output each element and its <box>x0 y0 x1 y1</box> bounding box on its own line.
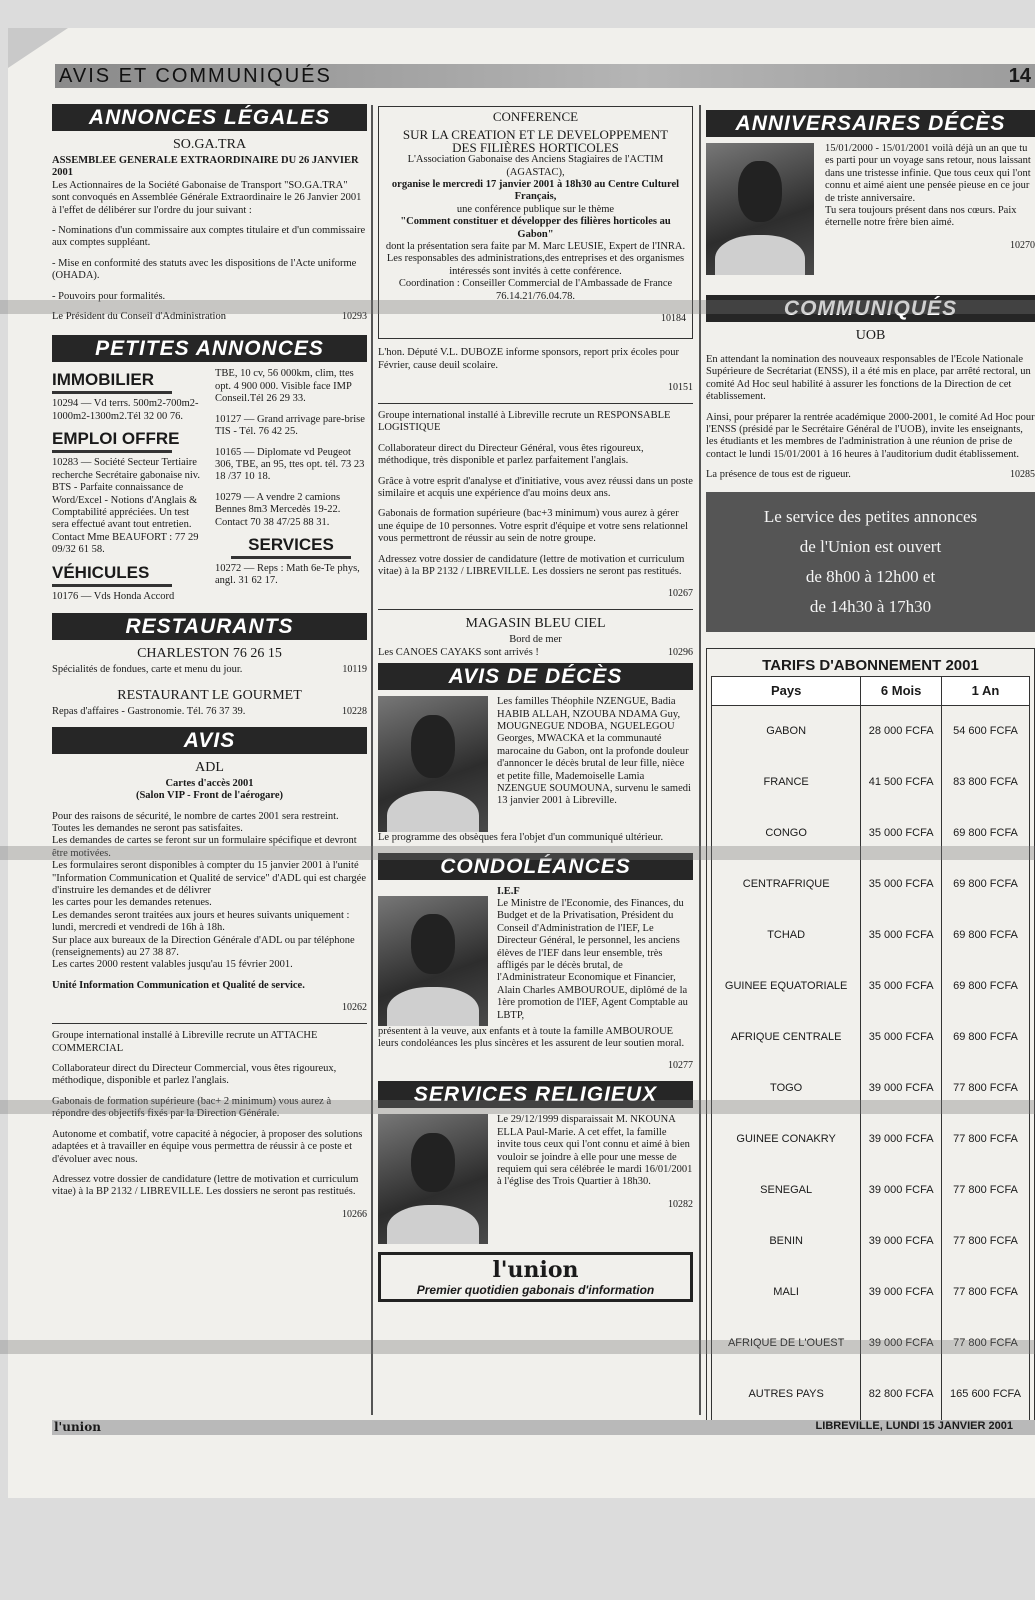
job-ad: Gabonais de formation supérieure (bac+ 2 minimum) vous aurez à répondre des objectifs fixés par la Direction Générale. <box>52 1095 332 1120</box>
tarif-row <box>712 705 1030 757</box>
deces-text: Les familles Théophile NZENGUE, Badia HABIB ALLAH, NZOUBA NDAMA Guy, MOUGNEGUE NDOBA, NGUELEGOU Georges, MWACKA et la communauté marocaine du Gabon, ont la profonde douleur d'annoncer le décès brutal de leur fille, nièce et petite fille, Mademoiselle Lamia NZENGUE SOUMOUNA, survenu le samedi 13 janvier 2001 à Libreville. <box>497 696 691 807</box>
avis-title: ADL <box>195 759 224 775</box>
anniv-text: 15/01/2000 - 15/01/2001 voilà déjà un an que tu es parti pour un voyage sans retour, nous laissant dans une tristesse infinie. Que tous ceux qui l'ont connu et aimé aient une pensée pieuse en ce jour de triste anniversaire. <box>825 143 1031 204</box>
tarif-price: 83 800 FCFA <box>942 757 1030 808</box>
page-footer <box>52 1420 1035 1435</box>
col-header: Pays <box>712 676 861 705</box>
ref-number: 10285 <box>1010 469 1035 481</box>
union-logo: l'union <box>492 1257 579 1284</box>
petites-annonces-notice <box>706 492 1035 632</box>
conf-line: DES FILIÈRES HORTICOLES <box>452 139 619 155</box>
legales-title: SO.GA.TRA <box>172 137 247 152</box>
job-ad: Groupe international installé à Libreville recrute un ATTACHE COMMERCIAL <box>52 1030 318 1054</box>
job-ad: Collaborateur direct du Directeur Général, vous êtes rigoureux, méthodique, très disponible et parlez parfaitement l'anglais. <box>378 442 644 467</box>
conf-line: L'Association Gabonaise des Anciens Stagiaires de l'ACTIM (AGASTAC), <box>407 154 664 178</box>
condoleances-heading: CONDOLÉANCES <box>378 853 693 880</box>
communiques-heading: COMMUNIQUÉS <box>706 295 1035 322</box>
classified-ad: 10272 — Reps : Math 6e-Te phys, angl. 31 62 17. <box>215 562 360 587</box>
avis-body: Les cartes 2000 restent valables jusqu'au 15 février 2001. <box>52 959 293 971</box>
tarif-row <box>712 1012 1030 1063</box>
ref-number: 10151 <box>668 381 693 393</box>
tarif-country: SENEGAL <box>712 1165 861 1216</box>
classified-ad: 10176 — Vds Honda Accord <box>52 590 175 602</box>
ref-number: 10119 <box>342 663 367 675</box>
tarif-country: TCHAD <box>712 910 861 961</box>
job-ad: Collaborateur direct du Directeur Commercial, vous êtes rigoureux, méthodique, disponible et parlez l'anglais. <box>52 1063 337 1087</box>
tarif-price: 54 600 FCFA <box>942 705 1030 757</box>
tarif-row <box>712 1267 1030 1318</box>
anniv-text: Tu sera toujours présent dans nos cœurs. Paix éternelle notre frère bien aimé. <box>825 205 1017 229</box>
condo-text: Le Ministre de l'Economie, des Finances, du Budget et de la Privatisation, Président du Conseil d'Administration de l'IEF, Le Directeur Général, le personnel, les anciens élèves de l'IEF dans leur ensemble, très affligés par le décès brutal, de l'Administrateur Economique et Financier, Alain Charles AMBOUROUE, diplômé de la 1ère promotion de l'IEF, Agent Comptable au LBTP, <box>497 898 688 1021</box>
petites-heading: PETITES ANNONCES <box>52 335 367 362</box>
portrait-photo <box>378 896 488 1026</box>
tarifs-box <box>706 648 1035 1425</box>
tarif-row <box>712 961 1030 1012</box>
tarif-row <box>712 1165 1030 1216</box>
column-right <box>706 100 1035 1425</box>
legales-item: - Mise en conformité des statuts avec les dispositions de l'Acte uniforme (OHADA). <box>52 257 357 282</box>
tarif-price: 69 800 FCFA <box>942 910 1030 961</box>
job-ad: Adressez votre dossier de candidature (lettre de motivation et curriculum vitae) à la BP 2132 / LIBREVILLE. Les dossiers ne seront pas restitués. <box>378 553 685 577</box>
page-number: 14 <box>1008 65 1031 87</box>
restaurants-heading: RESTAURANTS <box>52 613 367 640</box>
scan-streak <box>0 1100 1035 1114</box>
column-left <box>52 100 367 1230</box>
tarif-price: 165 600 FCFA <box>942 1369 1030 1420</box>
job-ad: Autonome et combatif, votre capacité à négocier, à proposer des solutions adaptées et à travailler en équipe vous permettra de réussir à ce poste et d'évoluer avec nous. <box>52 1128 363 1165</box>
tarif-row <box>712 757 1030 808</box>
legales-sign: Le Président du Conseil d'Administration <box>52 311 226 323</box>
conf-line: Les responsables des administrations,des entreprises et des organismes intéressés sont invités à cette conférence. <box>386 253 685 277</box>
avis-subtitle: (Salon VIP - Front de l'aérogare) <box>135 790 284 802</box>
classified-ad: 10165 — Diplomate vd Peugeot 306, TBE, an 95, ttes opt. tél. 73 23 18 /37 10 18. <box>215 446 365 483</box>
tarif-price: 77 800 FCFA <box>942 1267 1030 1318</box>
deces-heading: AVIS DE DÉCÈS <box>378 663 693 690</box>
scan-streak <box>0 1340 1035 1354</box>
conf-line: SUR LA CREATION ET LE DEVELOPPEMENT <box>402 127 669 143</box>
conf-line: "Comment constituer et développer des filières horticoles au Gabon" <box>400 216 671 240</box>
tarif-price: 82 800 FCFA <box>861 1369 942 1420</box>
avis-body: Les demandes seront traitées aux jours et heures suivants uniquement : lundi, mercredi et vendredi de 16h à 18h. <box>52 909 350 934</box>
ref-number: 10282 <box>668 1198 693 1210</box>
avis-heading: AVIS <box>52 727 367 754</box>
notice-line: de 8h00 à 12h00 et <box>805 566 936 586</box>
union-promo <box>378 1252 693 1302</box>
conf-line: Coordination : Conseiller Commercial de l'Ambassade de France 76.14.21/76.04.78. <box>398 278 673 302</box>
tarif-price: 35 000 FCFA <box>861 859 942 910</box>
portrait-photo <box>378 696 488 832</box>
job-ad: Gabonais de formation supérieure (bac+3 minimum) vous aurez à gérer une équipe de 10 personnes. Votre esprit d'équipe et votre sens relationnel vous permettront de réussir au sein de notre groupe. <box>378 508 689 545</box>
column-middle <box>378 100 693 1302</box>
footer-logo: l'union <box>54 1420 101 1434</box>
classified-ad: 10283 — Société Secteur Tertiaire recherche Secrétaire gabonaise niv. BTS - Parfaite connaissance de Word/Excel - Notions d'Anglais & Comptabilité appréciées. Un test sera effectué avant tout entretien. Contact Mme BEAUFORT : 77 29 09/32 61 58. <box>52 457 200 556</box>
folded-corner <box>8 28 68 68</box>
tarif-price: 77 800 FCFA <box>942 1114 1030 1165</box>
tarif-country: TOGO <box>712 1063 861 1114</box>
tarif-price: 69 800 FCFA <box>942 1012 1030 1063</box>
tarif-row <box>712 1114 1030 1165</box>
avis-body: Les formulaires seront disponibles à compter du 15 janvier 2001 à l'unité "Information Communication et Qualité de service" d'ADL qui est chargée d'instruire les demandes et de délivrer <box>52 860 366 896</box>
relig-text: Le 29/12/1999 disparaissait M. NKOUNA ELLA Paul-Marie. A cet effet, la famille invite tous ceux qui l'ont connu et aimé à bien vouloir se joindre à elle pour une messe de requiem qui sera célébrée le mardi 16/01/2001 à l'église des Trois Quartier à 18h30. <box>497 1114 693 1188</box>
tarif-price: 69 800 FCFA <box>942 808 1030 859</box>
tarif-price: 77 800 FCFA <box>942 1063 1030 1114</box>
section-title: AVIS ET COMMUNIQUÉS <box>59 65 332 87</box>
tarifs-table <box>711 676 1030 1420</box>
tarif-country: GUINEE EQUATORIALE <box>712 961 861 1012</box>
restaurant-title: RESTAURANT LE GOURMET <box>117 688 302 704</box>
duboze-note: L'hon. Député V.L. DUBOZE informe sponsors, report prix écoles pour Février, cause deuil scolaire. <box>378 347 679 371</box>
ref-number: 10228 <box>342 706 367 718</box>
vehicules-heading: VÉHICULES <box>52 562 150 582</box>
tarif-row <box>712 1216 1030 1267</box>
legales-item: - Nominations d'un commissaire aux comptes titulaire et d'un commissaire aux comptes suppléant. <box>52 225 366 249</box>
magasin-title: MAGASIN BLEU CIEL <box>465 616 606 632</box>
avis-body: Les demandes de cartes se feront sur un formulaire spécifique et devront être motivées. <box>52 835 357 859</box>
tarif-country: BENIN <box>712 1216 861 1267</box>
tarif-price: 39 000 FCFA <box>861 1063 942 1114</box>
tarif-country: AUTRES PAYS <box>712 1369 861 1420</box>
tarif-price: 35 000 FCFA <box>861 1012 942 1063</box>
tarif-country: FRANCE <box>712 757 861 808</box>
ref-number: 10262 <box>342 1002 367 1014</box>
tarif-price: 28 000 FCFA <box>861 705 942 757</box>
classified-ad: 10279 — A vendre 2 camions Bennes 8m3 Mercedès 19-22. Contact 70 38 47/25 88 31. <box>215 491 341 528</box>
tarif-price: 39 000 FCFA <box>861 1318 942 1369</box>
anniv-heading: ANNIVERSAIRES DÉCÈS <box>706 110 1035 137</box>
tarif-price: 77 800 FCFA <box>942 1216 1030 1267</box>
col-header: 1 An <box>942 676 1030 705</box>
legales-item: - Pouvoirs pour formalités. <box>52 290 166 302</box>
ref-number: 10293 <box>342 311 367 323</box>
tarif-price: 39 000 FCFA <box>861 1216 942 1267</box>
comm-title: UOB <box>855 328 886 343</box>
tarif-country: AFRIQUE DE L'OUEST <box>712 1318 861 1369</box>
col-header: 6 Mois <box>861 676 942 705</box>
services-heading: SERVICES <box>248 534 334 554</box>
job-ad: Adressez votre dossier de candidature (lettre de motivation et curriculum vitae) à la BP 2132 / LIBREVILLE. Les dossiers ne seront pas restitués. <box>52 1173 359 1198</box>
tarif-country: CONGO <box>712 808 861 859</box>
petites-left <box>52 368 204 602</box>
classified-ad: TBE, 10 cv, 56 000km, clim, ttes opt. 4 900 000. Visible face IMP Conseil.Tél 26 29 33. <box>215 368 354 405</box>
tarif-price: 39 000 FCFA <box>861 1114 942 1165</box>
footer-date: LIBREVILLE, LUNDI 15 JANVIER 2001 <box>815 1420 1013 1432</box>
portrait-photo <box>706 143 814 275</box>
religieux-heading: SERVICES RELIGIEUX <box>378 1081 693 1108</box>
scan-streak <box>0 300 1035 314</box>
avis-body: Pour des raisons de sécurité, le nombre de cartes 2001 sera restreint. Toutes les demandes ne seront pas satisfaites. <box>52 810 339 834</box>
tarif-price: 69 800 FCFA <box>942 859 1030 910</box>
tarif-country: GABON <box>712 705 861 757</box>
notice-line: de 14h30 à 17h30 <box>809 596 932 616</box>
ref-number: 10267 <box>668 588 693 600</box>
job-ad: Groupe international installé à Libreville recrute un RESPONSABLE LOGISTIQUE <box>378 409 671 434</box>
tarif-price: 41 500 FCFA <box>861 757 942 808</box>
section-bar <box>55 64 1035 88</box>
avis-subtitle: Cartes d'accès 2001 <box>165 777 254 789</box>
avis-unit: Unité Information Communication et Qualité de service. <box>52 979 305 991</box>
ref-number: 10184 <box>661 313 686 325</box>
magasin-line: Les CANOES CAYAKS sont arrivés ! <box>378 646 539 658</box>
avis-body: les cartes pour les demandes retenues. <box>52 897 212 909</box>
tarif-row <box>712 910 1030 961</box>
restaurant-title: CHARLESTON 76 26 15 <box>137 645 282 661</box>
tarif-price: 77 800 FCFA <box>942 1318 1030 1369</box>
ref-number: 10270 <box>1010 239 1035 251</box>
tarif-price: 39 000 FCFA <box>861 1267 942 1318</box>
ref-number: 10277 <box>668 1060 693 1072</box>
tarif-country: GUINEE CONAKRY <box>712 1114 861 1165</box>
legales-heading: ANNONCES LÉGALES <box>52 104 367 131</box>
notice-line: de l'Union est ouvert <box>799 536 942 556</box>
legales-body: Les Actionnaires de la Société Gabonaise de Transport "SO.GA.TRA" sont convoqués en Assemblée Générale Extraordinaire le 26 Janvier 2001 à l'effet de délibérer sur l'ordre du jour suivant : <box>52 179 362 216</box>
classified-ad: 10294 — Vd terrs. 500m2-700m2-1000m2-1300m2.Tél 32 00 76. <box>52 398 199 422</box>
magasin-line: Bord de mer <box>509 634 562 646</box>
job-ad: Grâce à votre esprit d'analyse et d'initiative, vous avez réussi dans un poste similaire et acquis une expérience d'au moins deux ans. <box>378 475 693 499</box>
tarif-country: MALI <box>712 1267 861 1318</box>
ref-number: 10266 <box>342 1208 367 1220</box>
tarif-price: 35 000 FCFA <box>861 910 942 961</box>
tarif-row <box>712 859 1030 910</box>
conf-line: dont la présentation sera faite par M. Marc LEUSIE, Expert de l'INRA. <box>385 241 686 253</box>
tarif-price: 35 000 FCFA <box>861 961 942 1012</box>
comm-text: La présence de tous est de rigueur. <box>706 469 851 481</box>
tarif-price: 35 000 FCFA <box>861 808 942 859</box>
tarif-price: 69 800 FCFA <box>942 961 1030 1012</box>
tarif-price: 77 800 FCFA <box>942 1165 1030 1216</box>
comm-text: Ainsi, pour préparer la rentrée académique 2000-2001, le comité Ad Hoc pour l'ENSS (présidé par le Secrétaire Général de l'UOB), invite les enseignants, les étudiants et les membres de l'administration à une réunion de prise de contact le lundi 15/01/2001 à 16 heures à l'auditorium dudit établissement. <box>706 411 1035 460</box>
legales-subtitle: ASSEMBLEE GENERALE EXTRAORDINAIRE DU 26 JANVIER 2001 <box>52 155 359 179</box>
comm-text: En attendant la nomination des nouveaux responsables de l'Ecole Nationale Supérieure de Secrétariat (ENSS), il a été mis en place, par arrêté rectoral, un comité Ad Hoc seul habilité à assurer les fonctions de la Direction de cet établissement. <box>706 354 1031 403</box>
conf-line: organise le mercredi 17 janvier 2001 à 18h30 au Centre Culturel Français, <box>391 179 680 203</box>
condo-org: I.E.F <box>497 885 520 897</box>
restaurant-text: Spécialités de fondues, carte et menu du jour. <box>52 663 243 675</box>
restaurant-text: Repas d'affaires - Gastronomie. Tél. 76 37 39. <box>52 706 246 718</box>
immobilier-heading: IMMOBILIER <box>52 370 154 390</box>
emploi-heading: EMPLOI OFFRE <box>52 429 180 449</box>
tarif-country: AFRIQUE CENTRALE <box>712 1012 861 1063</box>
notice-line: Le service des petites annonces <box>763 506 978 526</box>
union-tagline: Premier quotidien gabonais d'information <box>416 1283 655 1298</box>
petites-right <box>215 368 367 587</box>
classified-ad: 10127 — Grand arrivage pare-brise TIS - Tél. 76 42 25. <box>215 413 365 438</box>
tarif-country: CENTRAFRIQUE <box>712 859 861 910</box>
avis-body: Sur place aux bureaux de la Direction Générale d'ADL ou par téléphone (renseignements) au 27 38 87. <box>52 934 355 959</box>
portrait-photo <box>378 1114 488 1244</box>
tarif-row <box>712 1369 1030 1420</box>
tarifs-title: TARIFS D'ABONNEMENT 2001 <box>762 656 979 674</box>
deces-tail: Le programme des obsèques fera l'objet d'un communiqué ultérieur. <box>378 832 664 844</box>
scan-streak <box>0 846 1035 860</box>
conf-line: CONFERENCE <box>492 109 579 124</box>
tarif-price: 39 000 FCFA <box>861 1165 942 1216</box>
condo-tail: présentent à la veuve, aux enfants et à toute la famille AMBOUROUE leurs condoléances les plus sincères et les assurent de leur soutien moral. <box>378 1025 685 1049</box>
conf-line: une conférence publique sur le thème <box>456 203 615 215</box>
ref-number: 10296 <box>668 646 693 658</box>
